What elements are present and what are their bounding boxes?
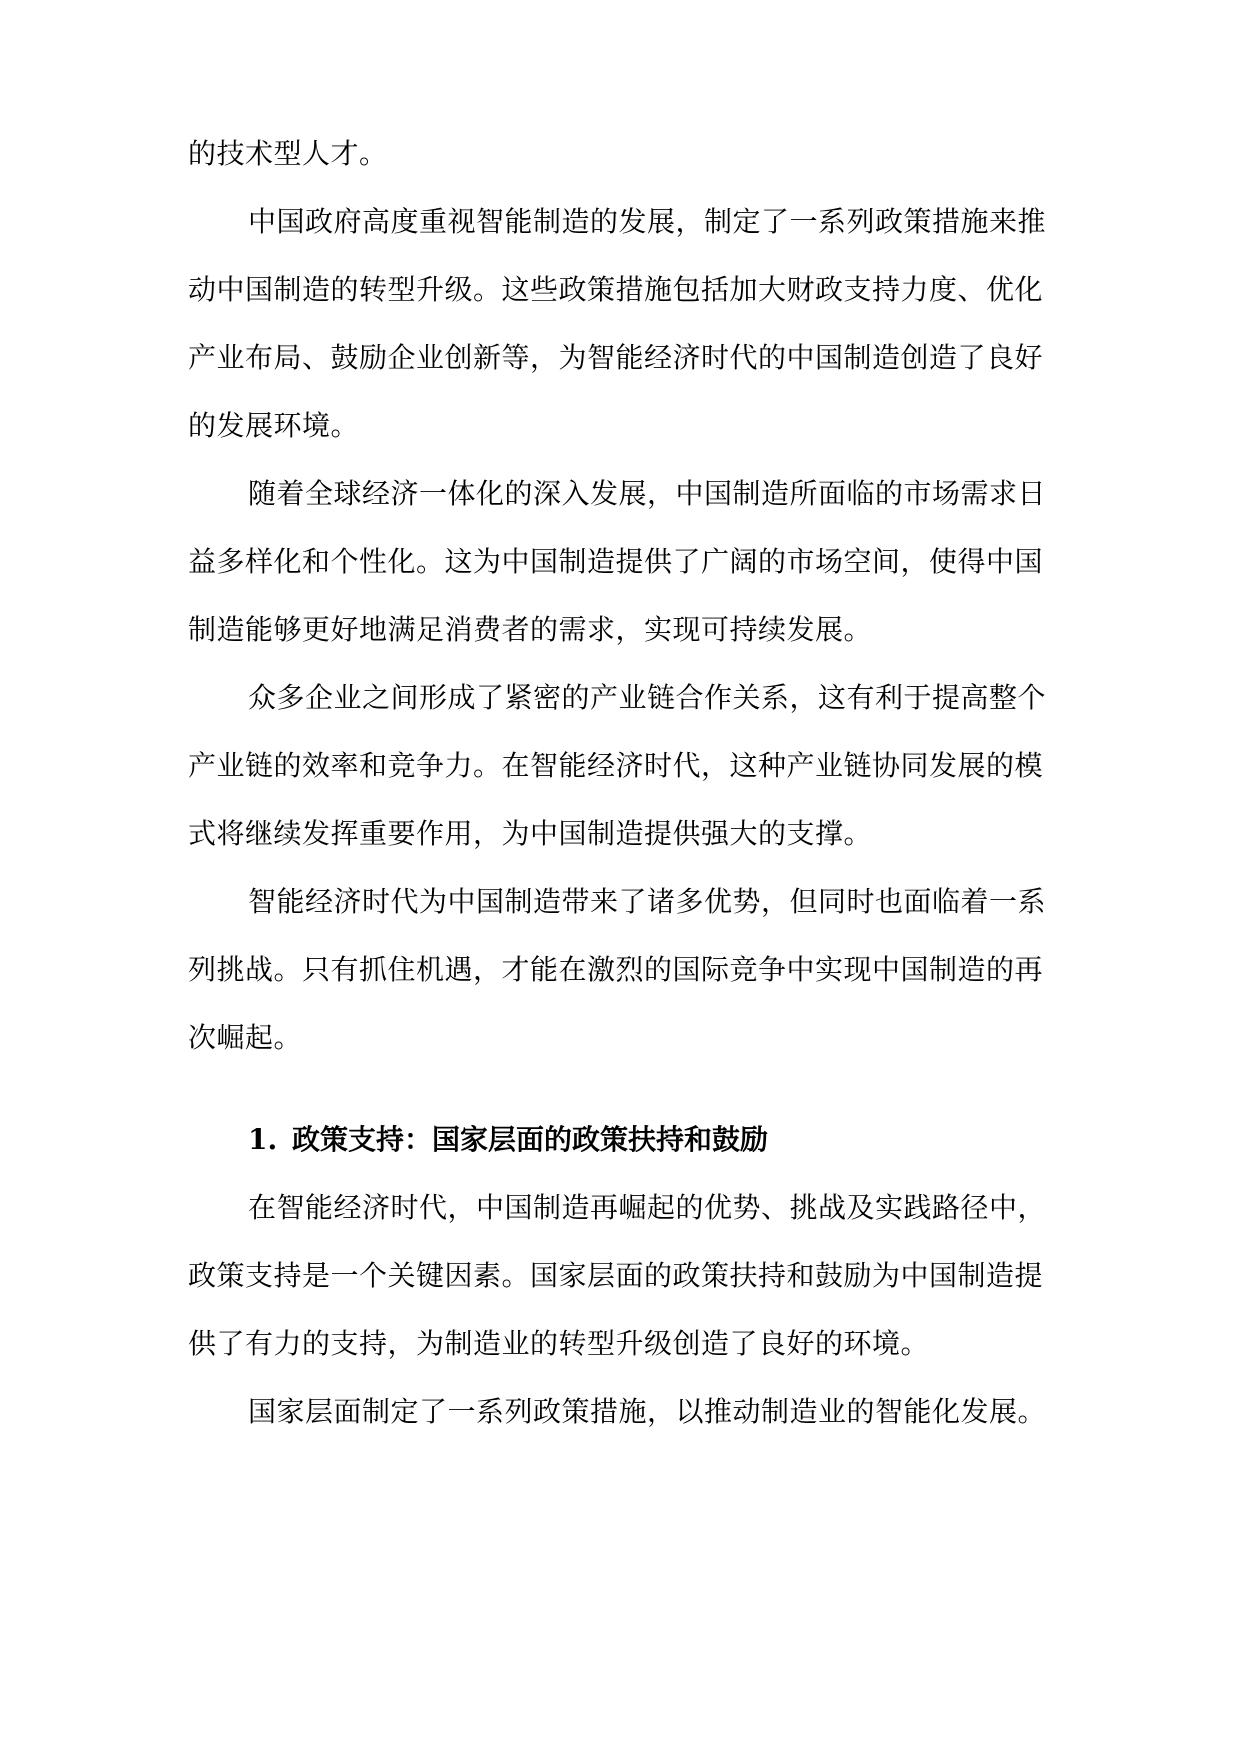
paragraph-line: 益多样化和个性化。这为中国制造提供了广阔的市场空间，使得中国 — [188, 545, 1044, 578]
paragraph-line: 供了有力的支持，为制造业的转型升级创造了良好的环境。 — [188, 1327, 930, 1360]
section-heading — [248, 1122, 768, 1158]
section-title: 政策支持：国家层面的政策扶持和鼓励 — [292, 1123, 769, 1156]
paragraph-line: 的技术型人才。 — [188, 137, 388, 170]
paragraph-line: 中国政府高度重视智能制造的发展，制定了一系列政策措施来推 — [248, 205, 1047, 238]
paragraph-line: 动中国制造的转型升级。这些政策措施包括加大财政支持力度、优化 — [188, 273, 1044, 306]
paragraph-line: 众多企业之间形成了紧密的产业链合作关系，这有利于提高整个 — [248, 681, 1047, 714]
paragraph-line: 次崛起。 — [188, 1021, 303, 1054]
paragraph-line: 智能经济时代为中国制造带来了诸多优势，但同时也面临着一系 — [248, 885, 1047, 918]
paragraph-line: 列挑战。只有抓住机遇，才能在激烈的国际竞争中实现中国制造的再 — [188, 953, 1044, 986]
paragraph-line: 产业链的效率和竞争力。在智能经济时代，这种产业链协同发展的模 — [188, 749, 1044, 782]
paragraph-line: 的发展环境。 — [188, 409, 360, 442]
paragraph-line: 在智能经济时代，中国制造再崛起的优势、挑战及实践路径中， — [248, 1191, 1047, 1224]
section-number: 1. — [248, 1123, 278, 1156]
paragraph-line: 制造能够更好地满足消费者的需求，实现可持续发展。 — [188, 613, 873, 646]
paragraph-line: 国家层面制定了一系列政策措施，以推动制造业的智能化发展。 — [248, 1395, 1047, 1428]
paragraph-line: 产业布局、鼓励企业创新等，为智能经济时代的中国制造创造了良好 — [188, 341, 1044, 374]
paragraph-line: 式将继续发挥重要作用，为中国制造提供强大的支撑。 — [188, 817, 873, 850]
paragraph-line: 政策支持是一个关键因素。国家层面的政策扶持和鼓励为中国制造提 — [188, 1259, 1044, 1292]
paragraph-line: 随着全球经济一体化的深入发展，中国制造所面临的市场需求日 — [248, 477, 1047, 510]
